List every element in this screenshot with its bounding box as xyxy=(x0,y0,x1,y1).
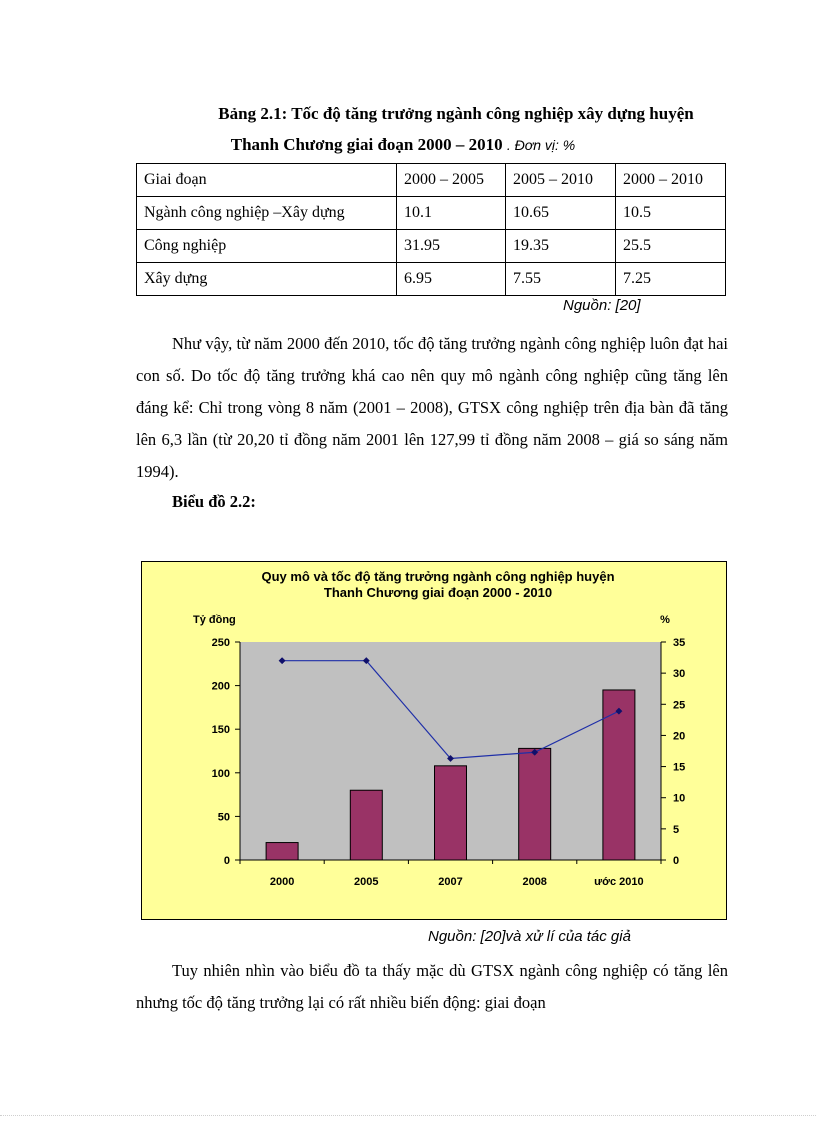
table-cell: 25.5 xyxy=(616,230,726,263)
y2-tick-label: 10 xyxy=(673,792,686,805)
bar xyxy=(603,690,635,860)
table-row xyxy=(137,263,726,296)
y-tick-label: 250 xyxy=(211,637,230,649)
y2-tick-label: 30 xyxy=(673,668,686,681)
x-tick-label: 2005 xyxy=(354,876,379,888)
paragraph-2 xyxy=(136,955,728,1019)
table-row xyxy=(137,197,726,230)
table-cell: 31.95 xyxy=(397,230,506,263)
table-cell: 6.95 xyxy=(397,263,506,296)
y-axis-label: Tỷ đồng xyxy=(193,614,236,626)
table-row xyxy=(137,230,726,263)
table-header-cell: 2005 – 2010 xyxy=(506,164,616,197)
table-caption-title: Thanh Chương giai đoạn 2000 – 2010 xyxy=(230,135,503,154)
table-cell: 19.35 xyxy=(506,230,616,263)
x-tick-label: 2008 xyxy=(522,876,547,888)
table-header-cell: 2000 – 2005 xyxy=(397,164,506,197)
x-tick-label: ước 2010 xyxy=(594,876,644,888)
table-caption-line1: Bảng 2.1: Tốc độ tăng trưởng ngành công nghiệp xây dựng huyện xyxy=(218,104,694,123)
y2-tick-label: 15 xyxy=(673,761,686,774)
y2-tick-label: 35 xyxy=(673,637,686,649)
chart-title: Quy mô và tốc độ tăng trưởng ngành công nghiệp huyện xyxy=(261,569,615,584)
y2-tick-label: 5 xyxy=(673,823,680,836)
combo-chart xyxy=(141,561,727,920)
x-tick-label: 2000 xyxy=(269,876,295,888)
y-tick-label: 0 xyxy=(223,855,230,867)
y-tick-label: 200 xyxy=(211,680,230,693)
table-source: Nguồn: [20] xyxy=(563,297,641,314)
y2-tick-label: 20 xyxy=(673,730,686,743)
growth-table xyxy=(136,163,726,296)
bar xyxy=(266,843,298,860)
y-tick-label: 100 xyxy=(211,767,230,780)
x-tick-label: 2007 xyxy=(438,876,463,888)
table-cell: 10.5 xyxy=(616,197,726,230)
table-cell: 10.1 xyxy=(397,197,506,230)
table-caption-line2 xyxy=(0,135,811,155)
paragraph-2-text: Tuy nhiên nhìn vào biểu đồ ta thấy mặc dù GTSX ngành công nghiệp có tăng lên nhưng tốc độ tăng trưởng lại có rất nhiều biến động: giai đoạn xyxy=(136,961,728,1012)
chart-container xyxy=(141,561,727,920)
y2-tick-label: 25 xyxy=(673,699,686,712)
y-tick-label: 150 xyxy=(211,724,230,737)
table-header-cell: Giai đoạn xyxy=(137,164,397,197)
table-header-row xyxy=(137,164,726,197)
chart-label: Biểu đồ 2.2: xyxy=(172,492,256,511)
chart-subtitle: Thanh Chương giai đoạn 2000 - 2010 xyxy=(323,585,553,600)
y-tick-label: 50 xyxy=(217,811,230,824)
y2-axis-label: % xyxy=(660,614,670,626)
page-bottom-divider xyxy=(0,1115,816,1116)
table-cell: Xây dựng xyxy=(137,263,397,296)
table-cell: Công nghiệp xyxy=(137,230,397,263)
chart-source: Nguồn: [20]và xử lí của tác giả xyxy=(428,928,631,945)
table-caption-unit: . Đơn vị: % xyxy=(506,137,576,153)
table-cell: Ngành công nghiệp –Xây dựng xyxy=(137,197,397,230)
table-header-cell: 2000 – 2010 xyxy=(616,164,726,197)
bar xyxy=(435,766,467,860)
paragraph-1 xyxy=(136,328,728,488)
table-cell: 7.25 xyxy=(616,263,726,296)
bar xyxy=(519,748,551,860)
table-cell: 10.65 xyxy=(506,197,616,230)
bar xyxy=(350,790,382,860)
paragraph-1-text: Như vậy, từ năm 2000 đến 2010, tốc độ tăng trưởng ngành công nghiệp luôn đạt hai con số. Do tốc độ tăng trưởng khá cao nên quy mô ngành công nghiệp cũng tăng lên đáng kể: Chỉ trong vòng 8 năm (2001 – 2008), GTSX công nghiệp trên địa bàn đã tăng lên 6,3 lần (từ 20,20 tỉ đồng năm 2001 lên 127,99 tỉ đồng năm 2008 – giá so sáng năm 1994). xyxy=(136,334,728,481)
y2-tick-label: 0 xyxy=(673,855,680,867)
table-cell: 7.55 xyxy=(506,263,616,296)
